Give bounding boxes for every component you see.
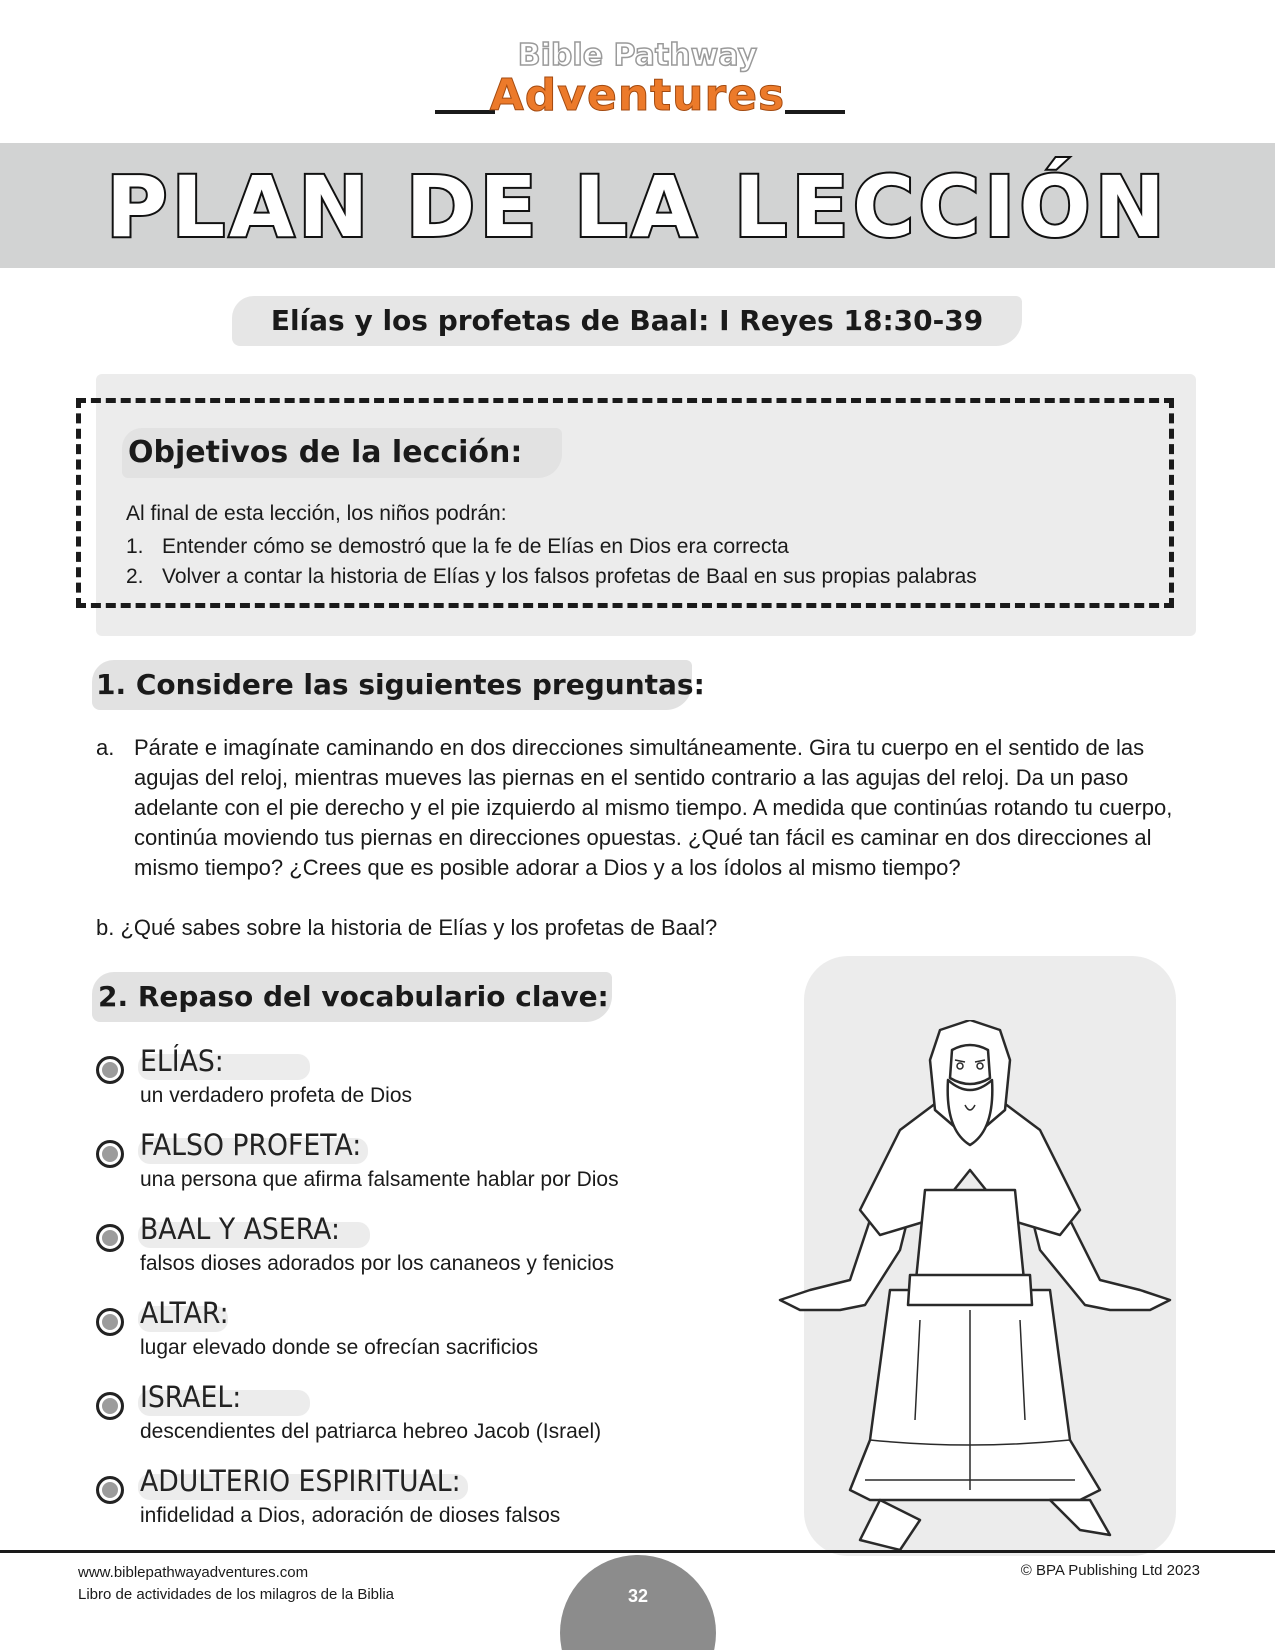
logo-line1: Bible Pathway <box>517 38 758 73</box>
objectives-list <box>126 532 977 592</box>
vocab-definition: infidelidad a Dios, adoración de dioses falsos <box>140 1504 561 1527</box>
bullet-icon <box>96 1392 124 1420</box>
vocab-term: BAAL Y ASERA: <box>140 1212 340 1246</box>
question-marker: a. <box>96 735 115 760</box>
objectives-heading: Objetivos de la lección: <box>128 435 523 470</box>
bullet-icon <box>96 1056 124 1084</box>
vocab-item <box>96 1040 736 1120</box>
question-text: Párate e imagínate caminando en dos direcciones simultáneamente. Gira tu cuerpo en el sentido de las agujas del reloj, mientras mueves las piernas en el sentido contrario a las agujas del reloj. Da un paso adelante con el pie derecho y el pie izquierdo al mismo tiempo. A medida que continúas rotando tu cuerpo, continúa moviendo tus piernas en direcciones opuestas. ¿Qué tan fácil es caminar en dos direcciones al mismo tiempo? ¿Crees que es posible adorar a Dios y a los ídolos al mismo tiempo? <box>134 735 1173 880</box>
vocab-definition: falsos dioses adorados por los cananeos y fenicios <box>140 1252 614 1275</box>
section1-heading: 1. Considere las siguientes preguntas: <box>96 668 705 701</box>
bullet-icon <box>96 1476 124 1504</box>
section2-heading: 2. Repaso del vocabulario clave: <box>98 980 609 1013</box>
vocab-definition: un verdadero profeta de Dios <box>140 1084 413 1107</box>
objective-text: Volver a contar la historia de Elías y los falsos profetas de Baal en sus propias palabras <box>162 565 977 588</box>
lesson-subtitle: Elías y los profetas de Baal: I Reyes 18:30-39 <box>270 304 984 337</box>
objective-text: Entender cómo se demostró que la fe de Elías en Dios era correcta <box>162 535 789 558</box>
bullet-icon <box>96 1224 124 1252</box>
logo-line2: Adventures <box>489 70 786 121</box>
objectives-intro: Al final de esta lección, los niños podrán: <box>126 502 507 525</box>
vocab-term: ADULTERIO ESPIRITUAL: <box>140 1464 461 1498</box>
vocab-term: ISRAEL: <box>140 1380 242 1414</box>
elijah-illustration <box>770 1020 1190 1570</box>
footer-rule <box>0 1550 1275 1553</box>
vocab-item <box>96 1292 736 1372</box>
vocab-item <box>96 1124 736 1204</box>
vocab-term: FALSO PROFETA: <box>140 1128 362 1162</box>
bullet-icon <box>96 1308 124 1336</box>
vocab-definition: una persona que afirma falsamente hablar por Dios <box>140 1168 619 1191</box>
footer-copyright: © BPA Publishing Ltd 2023 <box>1020 1562 1200 1579</box>
footer-book-title: Libro de actividades de los milagros de la Biblia <box>78 1586 395 1603</box>
vocab-term: ELÍAS: <box>140 1044 224 1078</box>
bullet-icon <box>96 1140 124 1168</box>
vocab-item <box>96 1208 736 1288</box>
vocab-definition: lugar elevado donde se ofrecían sacrificios <box>140 1336 539 1359</box>
vocab-item <box>96 1376 736 1456</box>
page-title: PLAN DE LA LECCIÓN <box>106 158 1169 256</box>
vocab-item <box>96 1460 736 1540</box>
objective-item <box>126 532 977 562</box>
page-number: 32 <box>627 1586 649 1606</box>
objective-item <box>126 562 977 592</box>
vocab-definition: descendientes del patriarca hebreo Jacob (Israel) <box>140 1420 602 1443</box>
footer-left <box>78 1562 394 1606</box>
objective-number: 2. <box>126 565 144 588</box>
vocab-term: ALTAR: <box>140 1296 229 1330</box>
footer-website: www.biblepathwayadventures.com <box>78 1564 309 1581</box>
question-b: b. ¿Qué sabes sobre la historia de Elías y los profetas de Baal? <box>96 915 718 940</box>
objective-number: 1. <box>126 535 144 558</box>
logo <box>0 30 1275 120</box>
question-a <box>96 733 1206 883</box>
